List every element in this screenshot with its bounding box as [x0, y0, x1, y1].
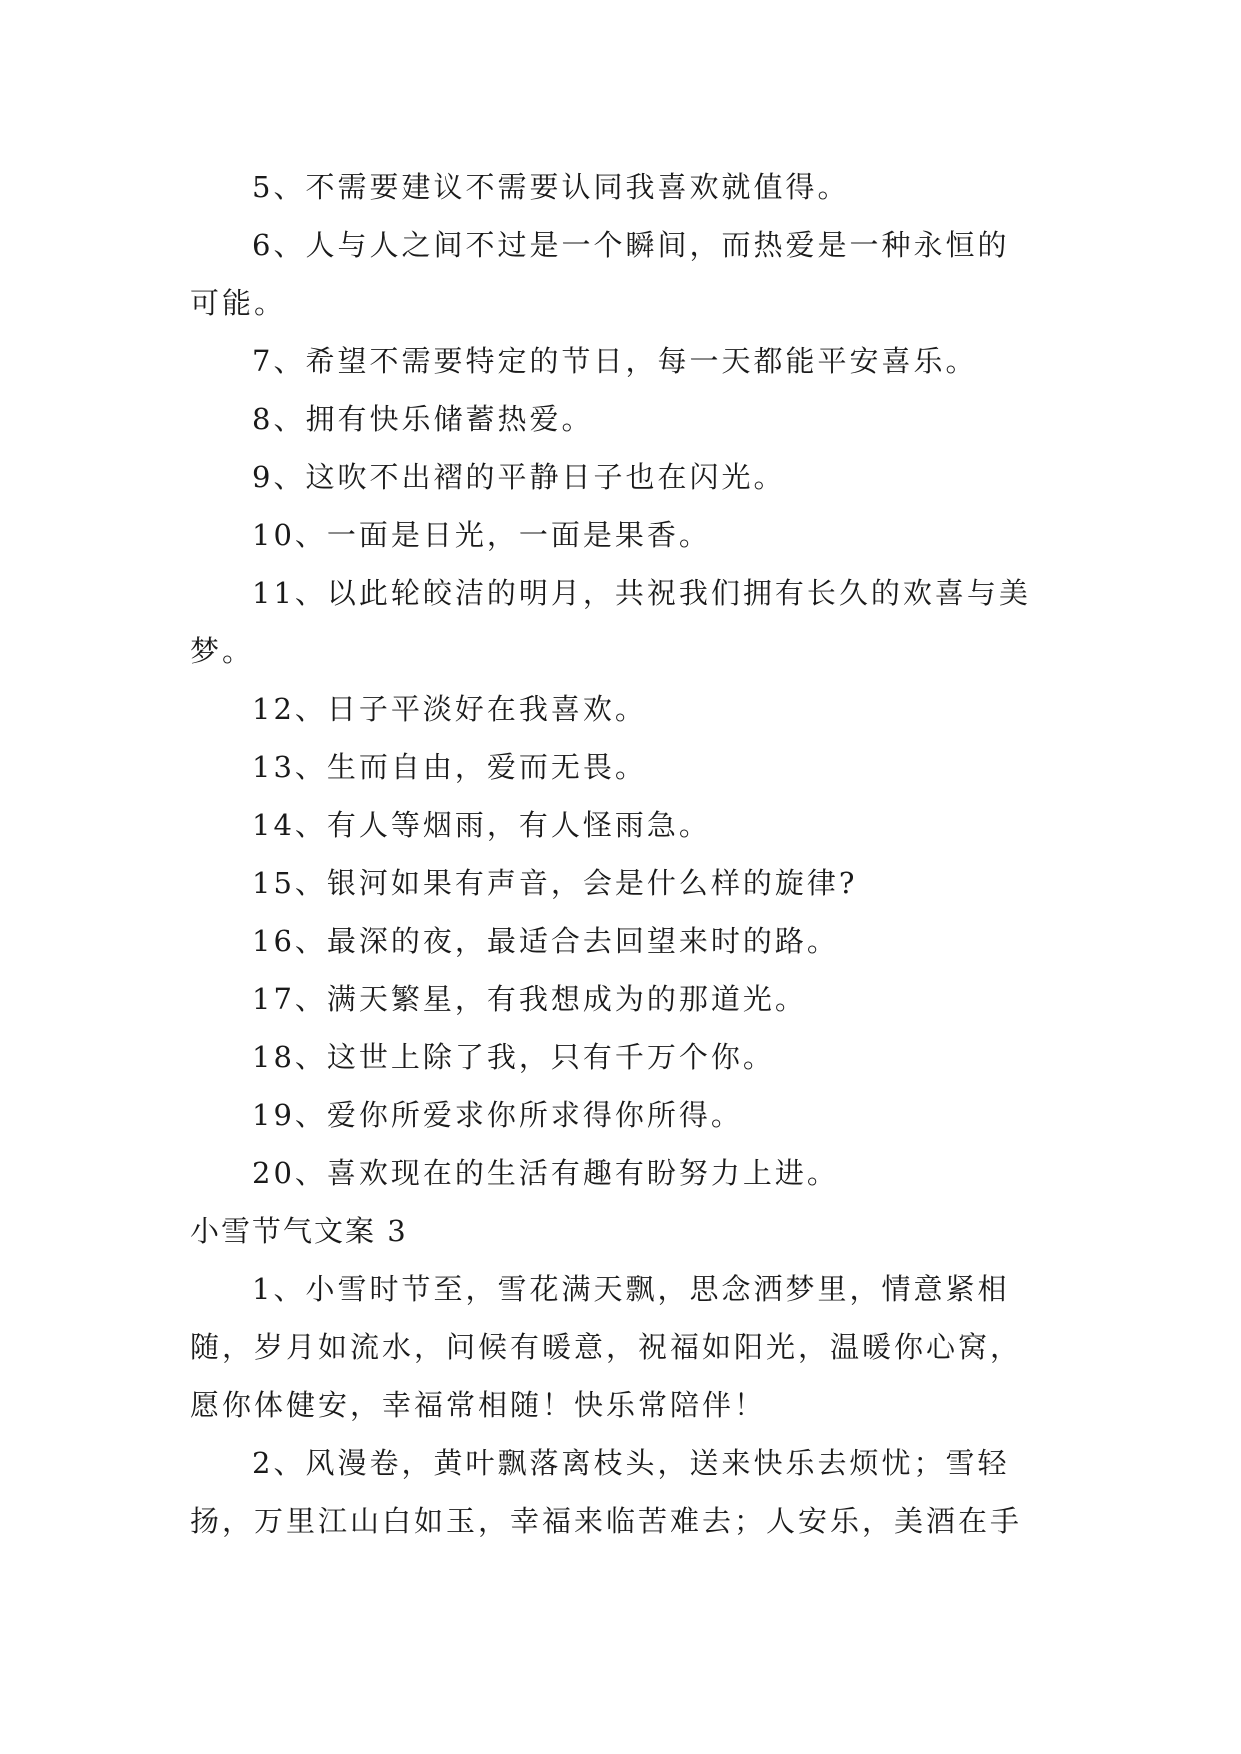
text-line: 15、银河如果有声音，会是什么样的旋律? — [252, 866, 858, 900]
text-line: 16、最深的夜，最适合去回望来时的路。 — [252, 924, 839, 958]
text-line: 11、以此轮皎洁的明月，共祝我们拥有长久的欢喜与美 — [252, 576, 1031, 610]
text-line: 愿你体健安，幸福常相随！快乐常陪伴！ — [190, 1388, 767, 1422]
text-line: 10、一面是日光，一面是果香。 — [252, 518, 711, 552]
text-line: 8、拥有快乐储蓄热爱。 — [252, 402, 594, 436]
text-line: 12、日子平淡好在我喜欢。 — [252, 692, 647, 726]
text-line: 可能。 — [190, 286, 287, 320]
text-line: 17、满天繁星，有我想成为的那道光。 — [252, 982, 807, 1016]
text-line: 13、生而自由，爱而无畏。 — [252, 750, 647, 784]
text-line: 7、希望不需要特定的节日，每一天都能平安喜乐。 — [252, 344, 978, 378]
text-line: 18、这世上除了我，只有千万个你。 — [252, 1040, 775, 1074]
text-line: 14、有人等烟雨，有人怪雨急。 — [252, 808, 711, 842]
text-line: 1、小雪时节至，雪花满天飘，思念洒梦里，情意紧相 — [252, 1272, 1010, 1306]
section-heading: 小雪节气文案 3 — [190, 1214, 408, 1248]
text-line: 2、风漫卷，黄叶飘落离枝头，送来快乐去烦忧；雪轻 — [252, 1446, 1010, 1480]
text-line: 梦。 — [190, 634, 255, 668]
text-line: 9、这吹不出褶的平静日子也在闪光。 — [252, 460, 786, 494]
document-body — [190, 158, 1060, 1550]
text-line: 19、爱你所爱求你所求得你所得。 — [252, 1098, 743, 1132]
text-line: 随，岁月如流水，问候有暖意，祝福如阳光，温暖你心窝， — [190, 1330, 1023, 1364]
text-line: 扬，万里江山白如玉，幸福来临苦难去；人安乐，美酒在手 — [190, 1504, 1023, 1538]
text-line: 20、喜欢现在的生活有趣有盼努力上进。 — [252, 1156, 839, 1190]
text-line: 5、不需要建议不需要认同我喜欢就值得。 — [252, 170, 850, 204]
text-line: 6、人与人之间不过是一个瞬间，而热爱是一种永恒的 — [252, 228, 1010, 262]
